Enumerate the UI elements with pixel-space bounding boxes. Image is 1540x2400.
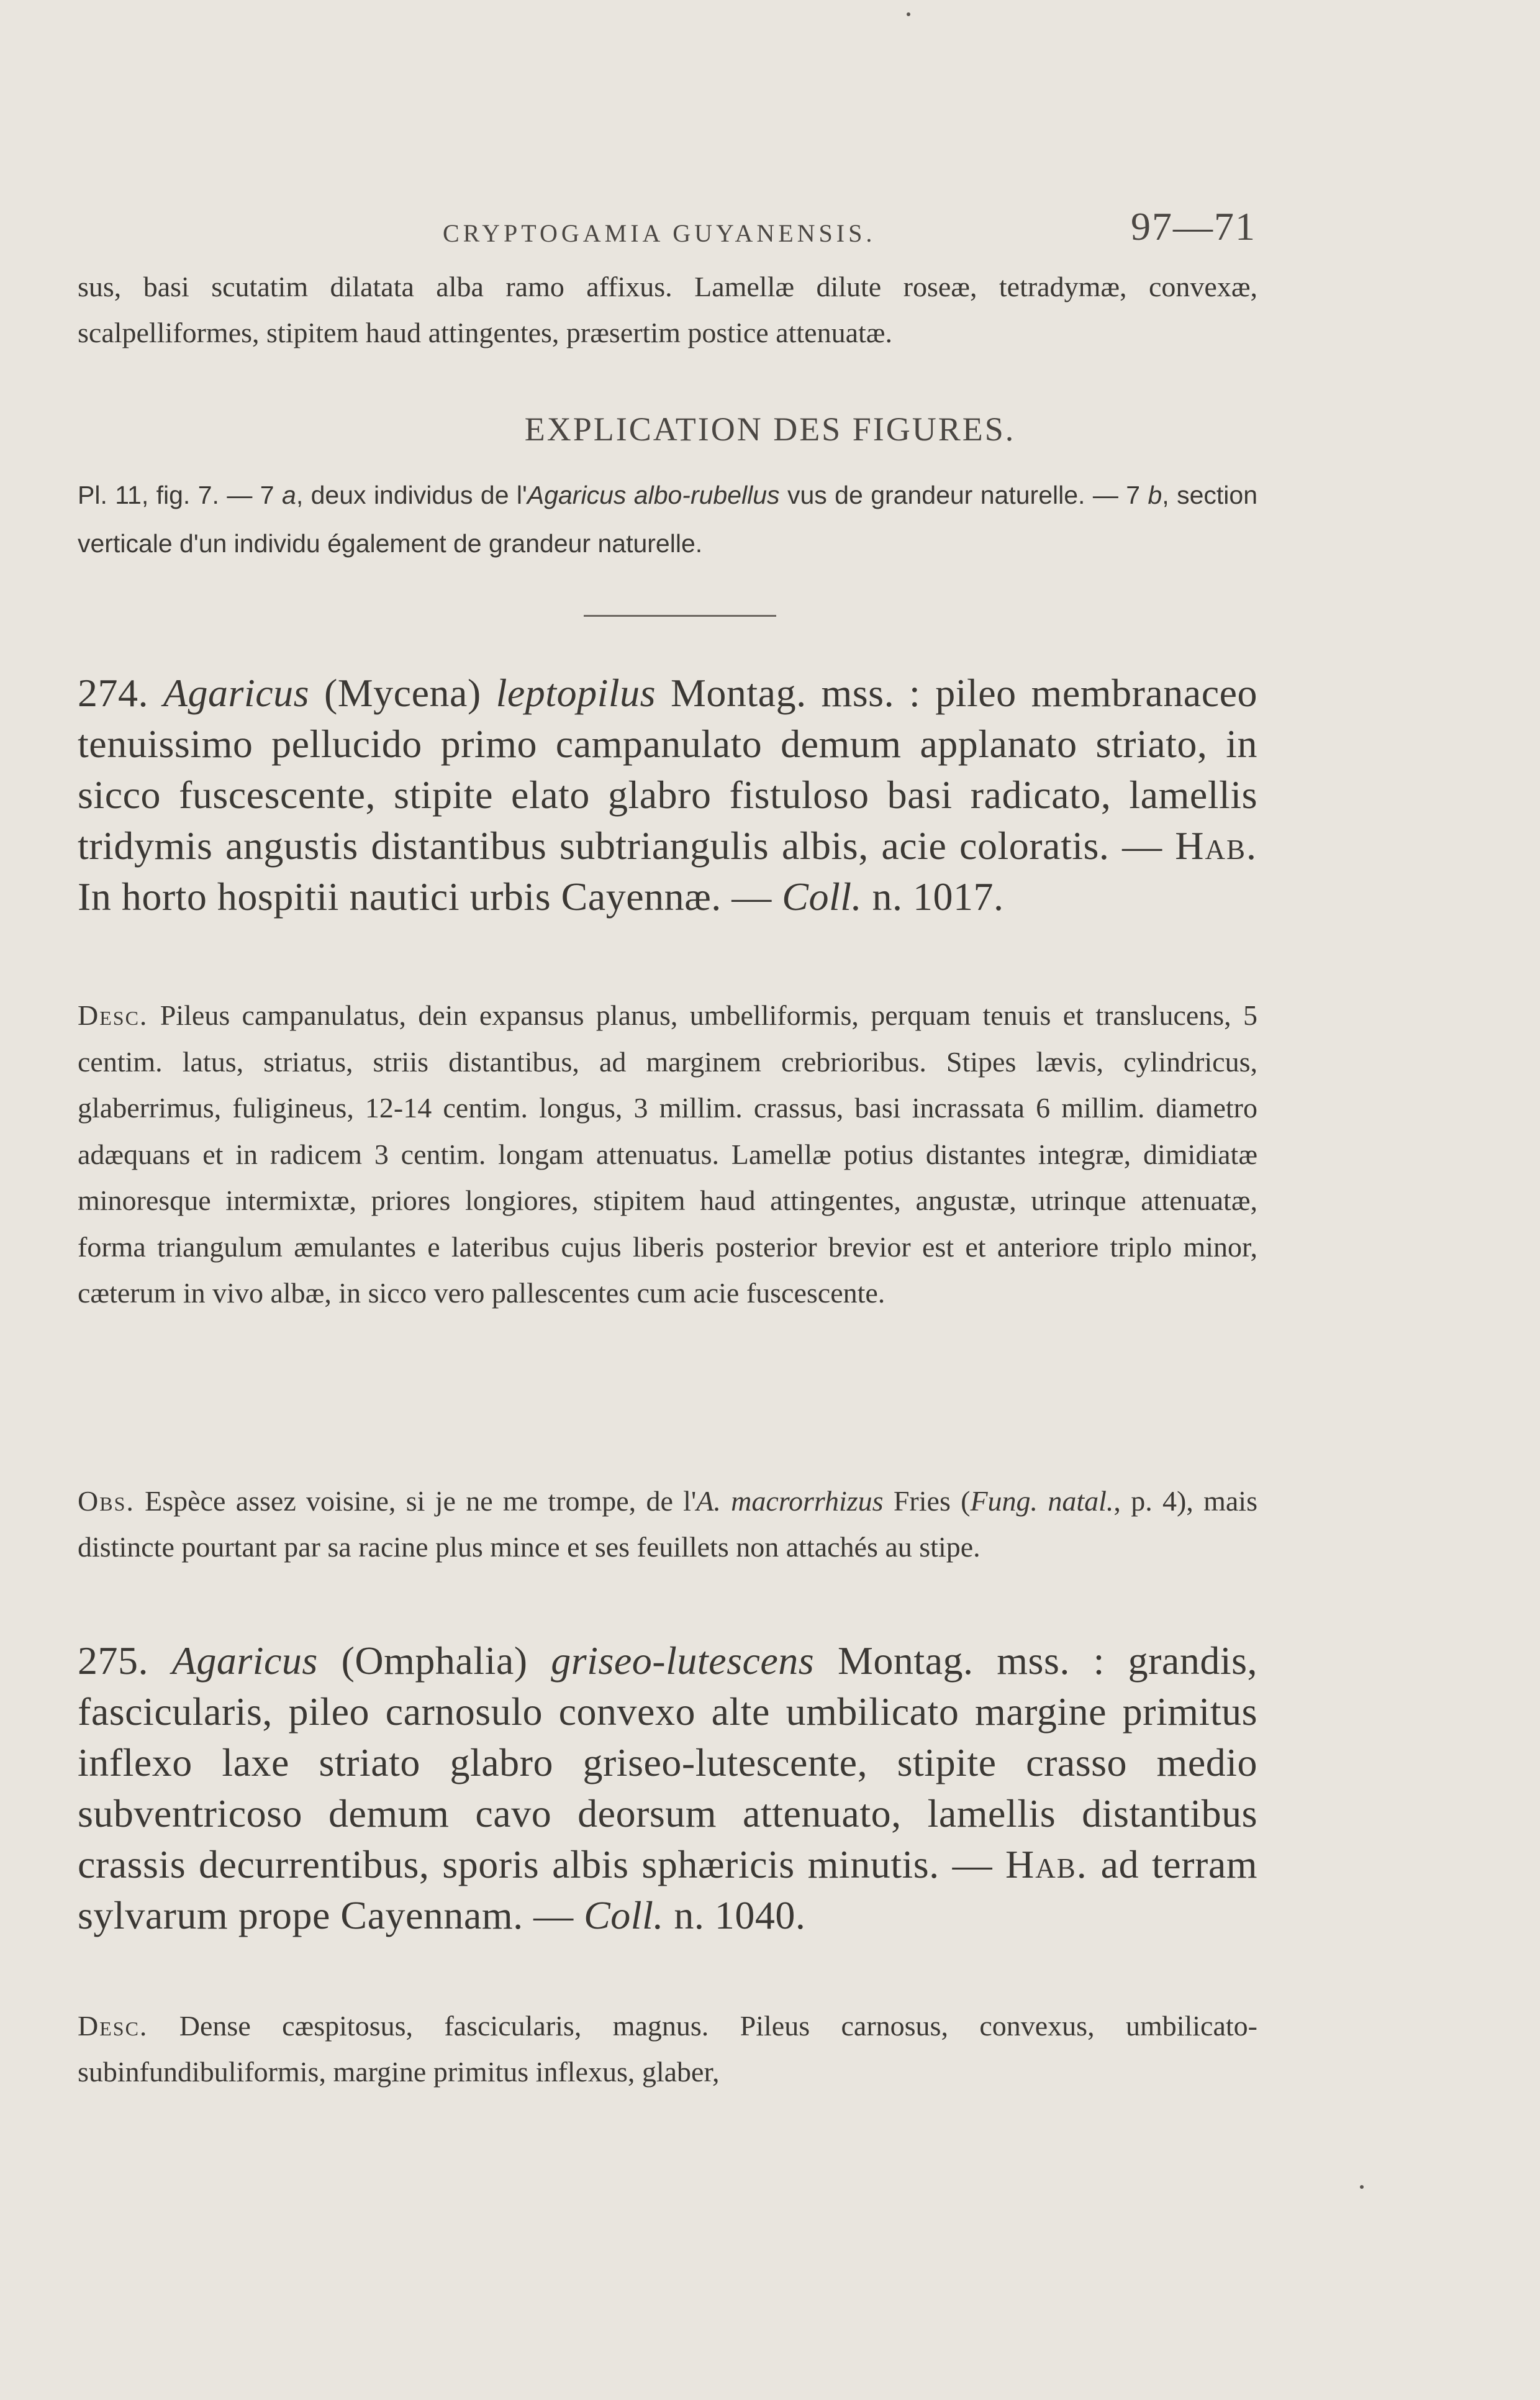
entry-274-epithet: leptopilus (496, 671, 656, 715)
section-divider (584, 615, 776, 617)
entry-274 (78, 668, 1257, 922)
scan-speck (1360, 2185, 1364, 2189)
entry-274-desc-paragraph (78, 993, 1257, 1317)
entry-274-coll-number: n. 1017. (862, 875, 1004, 919)
entry-275 (78, 1635, 1257, 1941)
entry-274-hab-label: Hab. (1175, 824, 1257, 868)
entry-275-desc-text: Dense cæspitosus, fascicularis, magnus. Pileus carnosus, convexus, umbilicato-subinfundibuliformis, margine primitus inflexus, glaber, (78, 2010, 1257, 2088)
entry-274-author: Montag. mss. : (670, 671, 936, 715)
entry-275-coll-label: Coll. (584, 1893, 664, 1937)
entry-274-obs-species: A. macrorrhizus (696, 1485, 884, 1517)
running-header (79, 205, 1256, 255)
entry-274-number: 274. (78, 671, 148, 715)
entry-275-coll-number: n. 1040. (663, 1893, 806, 1937)
scan-speck (907, 12, 910, 16)
entry-274-description (78, 993, 1257, 1317)
dash-text: — 7 (219, 481, 282, 509)
entry-274-diagnosis-text: pileo membranaceo tenuissimo pellucido primo campanulato demum applanato striato, in sicco fuscescente, stipite elato glabro fistuloso basi radicato, lamellis tridymis angustis distantibus subtriangulis albis, acie coloratis. — (78, 671, 1257, 868)
entry-275-description (78, 2003, 1257, 2095)
explication-text (78, 471, 1257, 568)
entry-274-obs-text-3: , p. 4), mais distincte pourtant par sa racine plus mince et ses feuillets non attachés au stipe. (78, 1485, 1257, 1563)
entry-274-desc-label: Desc. (78, 999, 148, 1031)
explication-text-1: , deux individus de l' (296, 481, 527, 509)
entry-274-observation (78, 1478, 1257, 1570)
intro-text: sus, basi scutatim dilatata alba ramo affixus. Lamellæ dilute roseæ, tetradymæ, convexæ, scalpelliformes, stipitem haud attingentes, præsertim postice attenuatæ. (78, 271, 1257, 348)
entry-275-subgenus: (Omphalia) (341, 1639, 528, 1683)
entry-274-desc-text: Pileus campanulatus, dein expansus planus, umbelliformis, perquam tenuis et translucens, 5 centim. latus, striatus, striis distantibus, ad marginem crebrioribus. Stipes lævis, cylindricus, glaberrimus, fuligineus, 12-14 centim. longus, 3 millim. crassus, basi incrassata 6 millim. diametro adæquans et in radicem 3 centim. longam attenuatus. Lamellæ potius distantes integræ, dimidiatæ minoresque intermixtæ, priores longiores, stipitem haud attingentes, angustæ, utrinque attenuatæ, forma triangulum æmulantes e lateribus cujus liberis posterior brevior est et anteriore triplo minor, cæterum in vivo albæ, in sicco vero pallescentes cum acie fuscescente. (78, 999, 1257, 1309)
entry-275-diagnosis (78, 1635, 1257, 1941)
figure-a-label: a (282, 481, 296, 509)
running-head-title: CRYPTOGAMIA GUYANENSIS. (443, 219, 876, 247)
entry-275-author: Montag. mss. : (837, 1639, 1128, 1683)
entry-274-subgenus: (Mycena) (324, 671, 481, 715)
entry-275-diagnosis-text: grandis, fascicularis, pileo carnosulo convexo alte umbilicato margine primitus inflexo laxe striato glabro griseo-lutescente, stipite crasso medio subventricoso demum cavo deorsum attenuato, lamellis distantibus crassis decurrentibus, sporis albis sphæricis minutis. — (78, 1639, 1258, 1886)
entry-274-obs-paragraph (78, 1478, 1257, 1570)
entry-275-hab-label: Hab. (1005, 1842, 1088, 1886)
entry-275-epithet: griseo-lutescens (551, 1639, 815, 1683)
intro-paragraph (78, 264, 1257, 356)
explication-paragraph (78, 471, 1257, 568)
entry-274-hab-text: In horto hospitii nautici urbis Cayennæ. — (78, 875, 782, 919)
plate-reference: Pl. 11, fig. 7. (78, 481, 219, 509)
entry-275-hab-text: ad terram sylvarum prope Cayennam. — (78, 1842, 1258, 1937)
figure-b-label: b (1148, 481, 1162, 509)
entry-275-desc-paragraph (78, 2003, 1257, 2095)
entry-275-desc-label: Desc. (78, 2010, 148, 2042)
entry-274-obs-text-1: Espèce assez voisine, si je ne me trompe, de l' (134, 1485, 697, 1517)
entry-274-coll-label: Coll. (782, 875, 863, 919)
entry-274-obs-text-2: Fries ( (883, 1485, 971, 1517)
entry-275-number: 275. (78, 1639, 148, 1683)
entry-275-genus: Agaricus (171, 1639, 318, 1683)
entry-274-genus: Agaricus (163, 671, 310, 715)
explication-text-3: , section verticale d'un individu également de grandeur naturelle. (78, 481, 1257, 558)
explication-species: Agaricus albo-rubellus (527, 481, 780, 509)
entry-274-diagnosis (78, 668, 1257, 922)
page-number: 97—71 (1131, 204, 1256, 248)
entry-274-obs-reference: Fung. natal. (970, 1485, 1114, 1517)
explication-text-2: vus de grandeur naturelle. — 7 (779, 481, 1148, 509)
explication-title: EXPLICATION DES FIGURES. (524, 411, 1016, 448)
entry-274-obs-label: Obs. (78, 1485, 135, 1517)
